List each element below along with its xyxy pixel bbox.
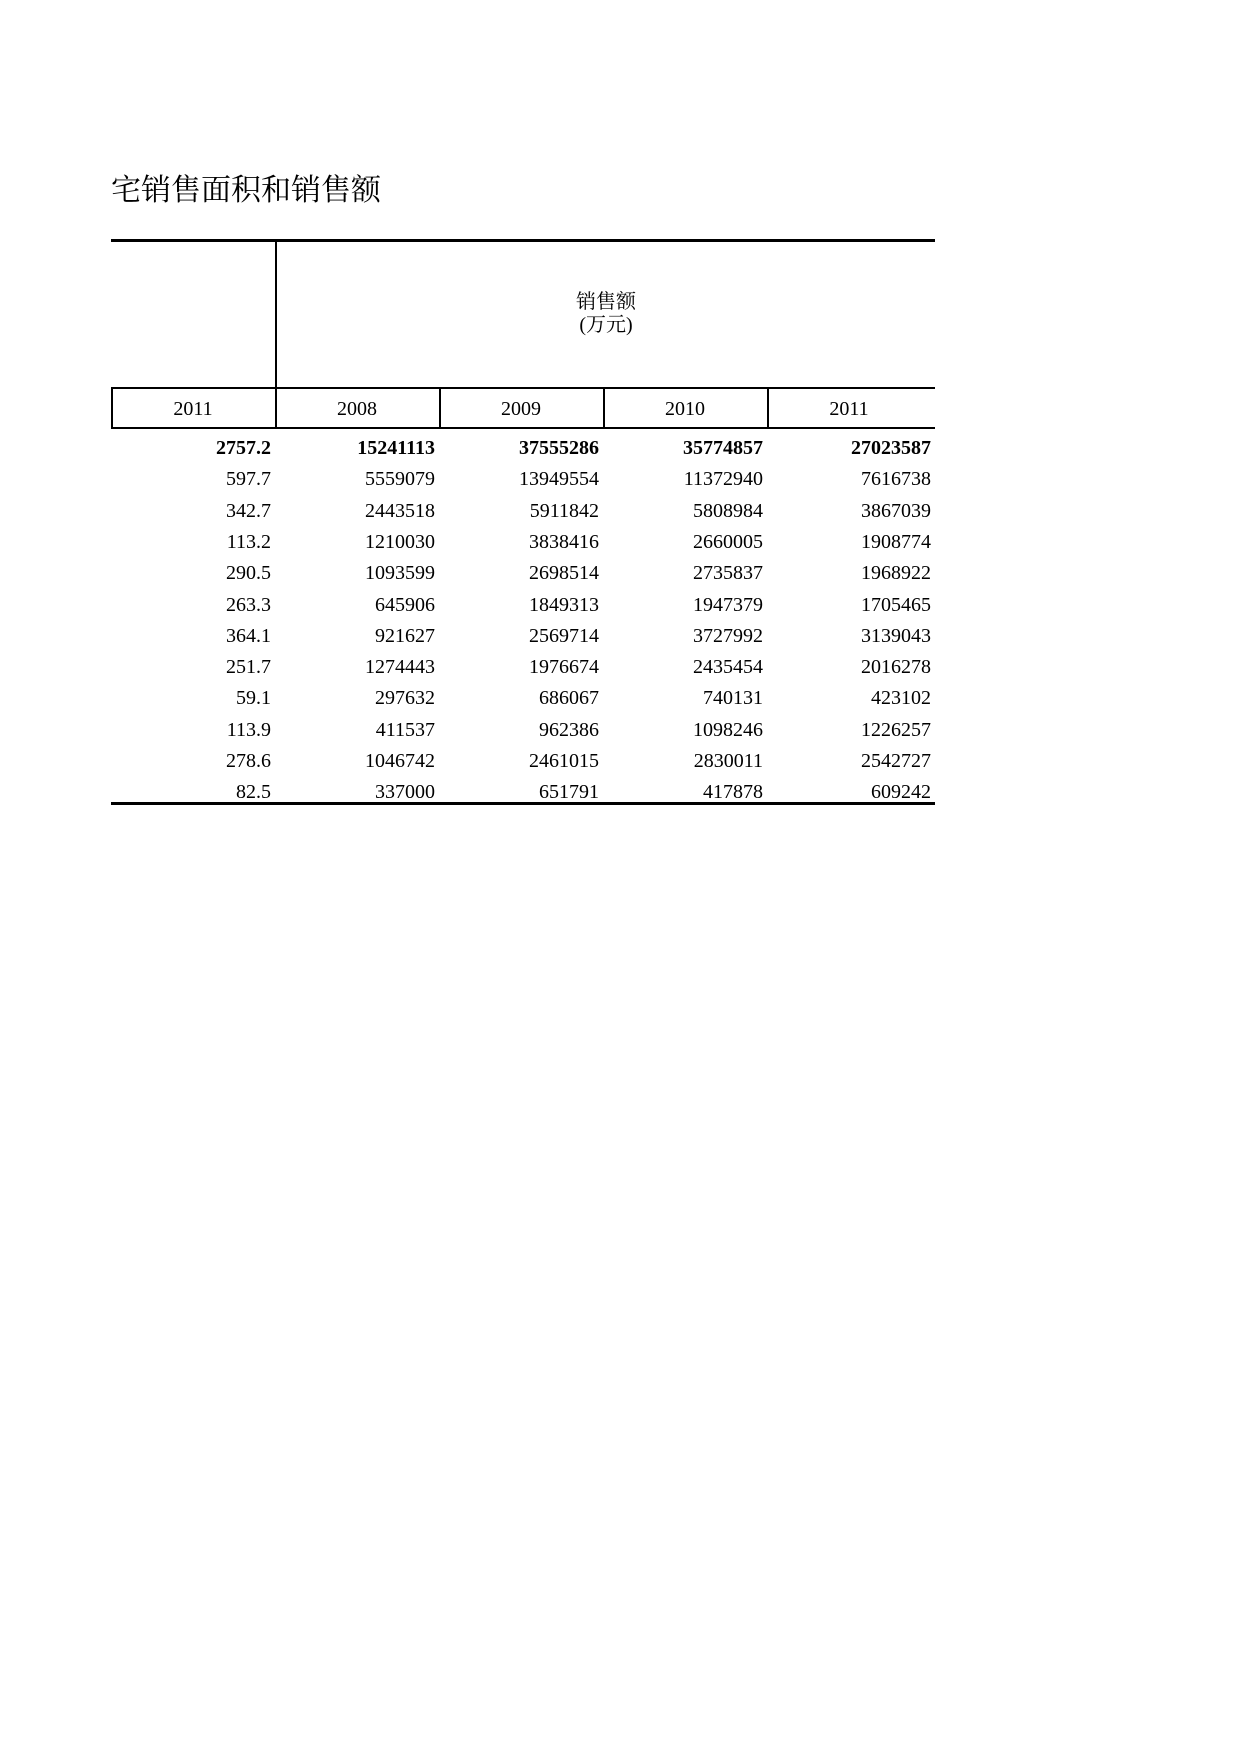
table-cell: 37555286	[519, 437, 599, 459]
sales-amount-label: 销售额	[576, 291, 636, 313]
table-cell: 2443518	[365, 499, 435, 522]
table-cell: 597.7	[226, 468, 271, 491]
table-cell: 609242	[871, 781, 931, 804]
table-row	[111, 590, 935, 621]
sales-amount-header	[277, 241, 935, 387]
sales-amount-unit: (万元)	[579, 314, 633, 336]
table-cell: 921627	[375, 624, 435, 647]
table-cell: 2461015	[529, 750, 599, 772]
table-row	[111, 683, 935, 714]
table-cell: 82.5	[236, 781, 271, 804]
table-cell: 2830011	[693, 750, 763, 772]
table-row	[111, 715, 935, 746]
table-cell: 1274443	[365, 656, 435, 679]
year-header-cell: 2009	[501, 398, 541, 420]
data-table	[111, 239, 935, 805]
table-row	[111, 652, 935, 683]
table-cell: 1968922	[861, 562, 931, 585]
table-cell: 3867039	[861, 499, 931, 522]
table-cell: 1705465	[861, 593, 931, 616]
table-cell: 337000	[375, 781, 435, 804]
table-cell: 35774857	[683, 437, 763, 459]
table-cell: 263.3	[226, 593, 271, 616]
table-cell: 27023587	[851, 437, 931, 459]
table-cell: 1046742	[365, 750, 435, 772]
table-cell: 113.2	[226, 530, 271, 553]
table-cell: 113.9	[226, 718, 271, 741]
year-header-cell: 2010	[665, 398, 705, 420]
table-cell: 1908774	[861, 530, 931, 553]
table-row	[111, 621, 935, 652]
table-cell: 1098246	[693, 718, 763, 741]
table-cell: 7616738	[861, 468, 931, 491]
table-cell: 5559079	[365, 468, 435, 491]
table-cell: 11372940	[683, 468, 763, 491]
table-cell: 2698514	[529, 562, 599, 585]
table-cell: 59.1	[236, 687, 271, 710]
table-cell: 1093599	[365, 562, 435, 585]
table-row	[111, 527, 935, 558]
table-cell: 2435454	[693, 656, 763, 679]
table-cell: 2542727	[861, 750, 931, 772]
table-row	[111, 464, 935, 495]
table-cell: 1226257	[861, 718, 931, 741]
table-cell: 3727992	[693, 624, 763, 647]
year-header-cell: 2011	[173, 398, 213, 420]
table-cell: 1849313	[529, 593, 599, 616]
table-cell: 3139043	[861, 624, 931, 647]
table-cell: 278.6	[226, 750, 271, 772]
table-cell: 2660005	[693, 530, 763, 553]
table-cell: 290.5	[226, 562, 271, 585]
table-cell: 417878	[703, 781, 763, 804]
table-cell: 1976674	[529, 656, 599, 679]
table-cell: 2757.2	[216, 437, 271, 459]
table-row	[111, 777, 935, 808]
table-cell: 2016278	[861, 656, 931, 679]
year-header-cell: 2011	[829, 398, 869, 420]
year-header-cell: 2008	[337, 398, 377, 420]
table-cell: 5911842	[529, 499, 599, 522]
table-row	[111, 433, 935, 464]
table-cell: 2735837	[693, 562, 763, 585]
table-cell: 5808984	[693, 499, 763, 522]
table-cell: 651791	[539, 781, 599, 804]
table-cell: 364.1	[226, 624, 271, 647]
table-row	[111, 496, 935, 527]
table-cell: 423102	[871, 687, 931, 710]
table-cell: 740131	[703, 687, 763, 710]
table-cell: 645906	[375, 593, 435, 616]
table-cell: 297632	[375, 687, 435, 710]
table-cell: 411537	[375, 718, 435, 741]
table-cell: 686067	[539, 687, 599, 710]
table-cell: 1947379	[693, 593, 763, 616]
table-row	[111, 746, 935, 777]
table-row	[111, 558, 935, 589]
table-cell: 342.7	[226, 499, 271, 522]
table-cell: 2569714	[529, 624, 599, 647]
table-cell: 13949554	[519, 468, 599, 491]
table-cell: 251.7	[226, 656, 271, 679]
table-cell: 15241113	[357, 437, 435, 459]
table-cell: 962386	[539, 718, 599, 741]
table-cell: 1210030	[365, 530, 435, 553]
sheet-title: 宅销售面积和销售额	[111, 173, 381, 208]
table-cell: 3838416	[529, 530, 599, 553]
